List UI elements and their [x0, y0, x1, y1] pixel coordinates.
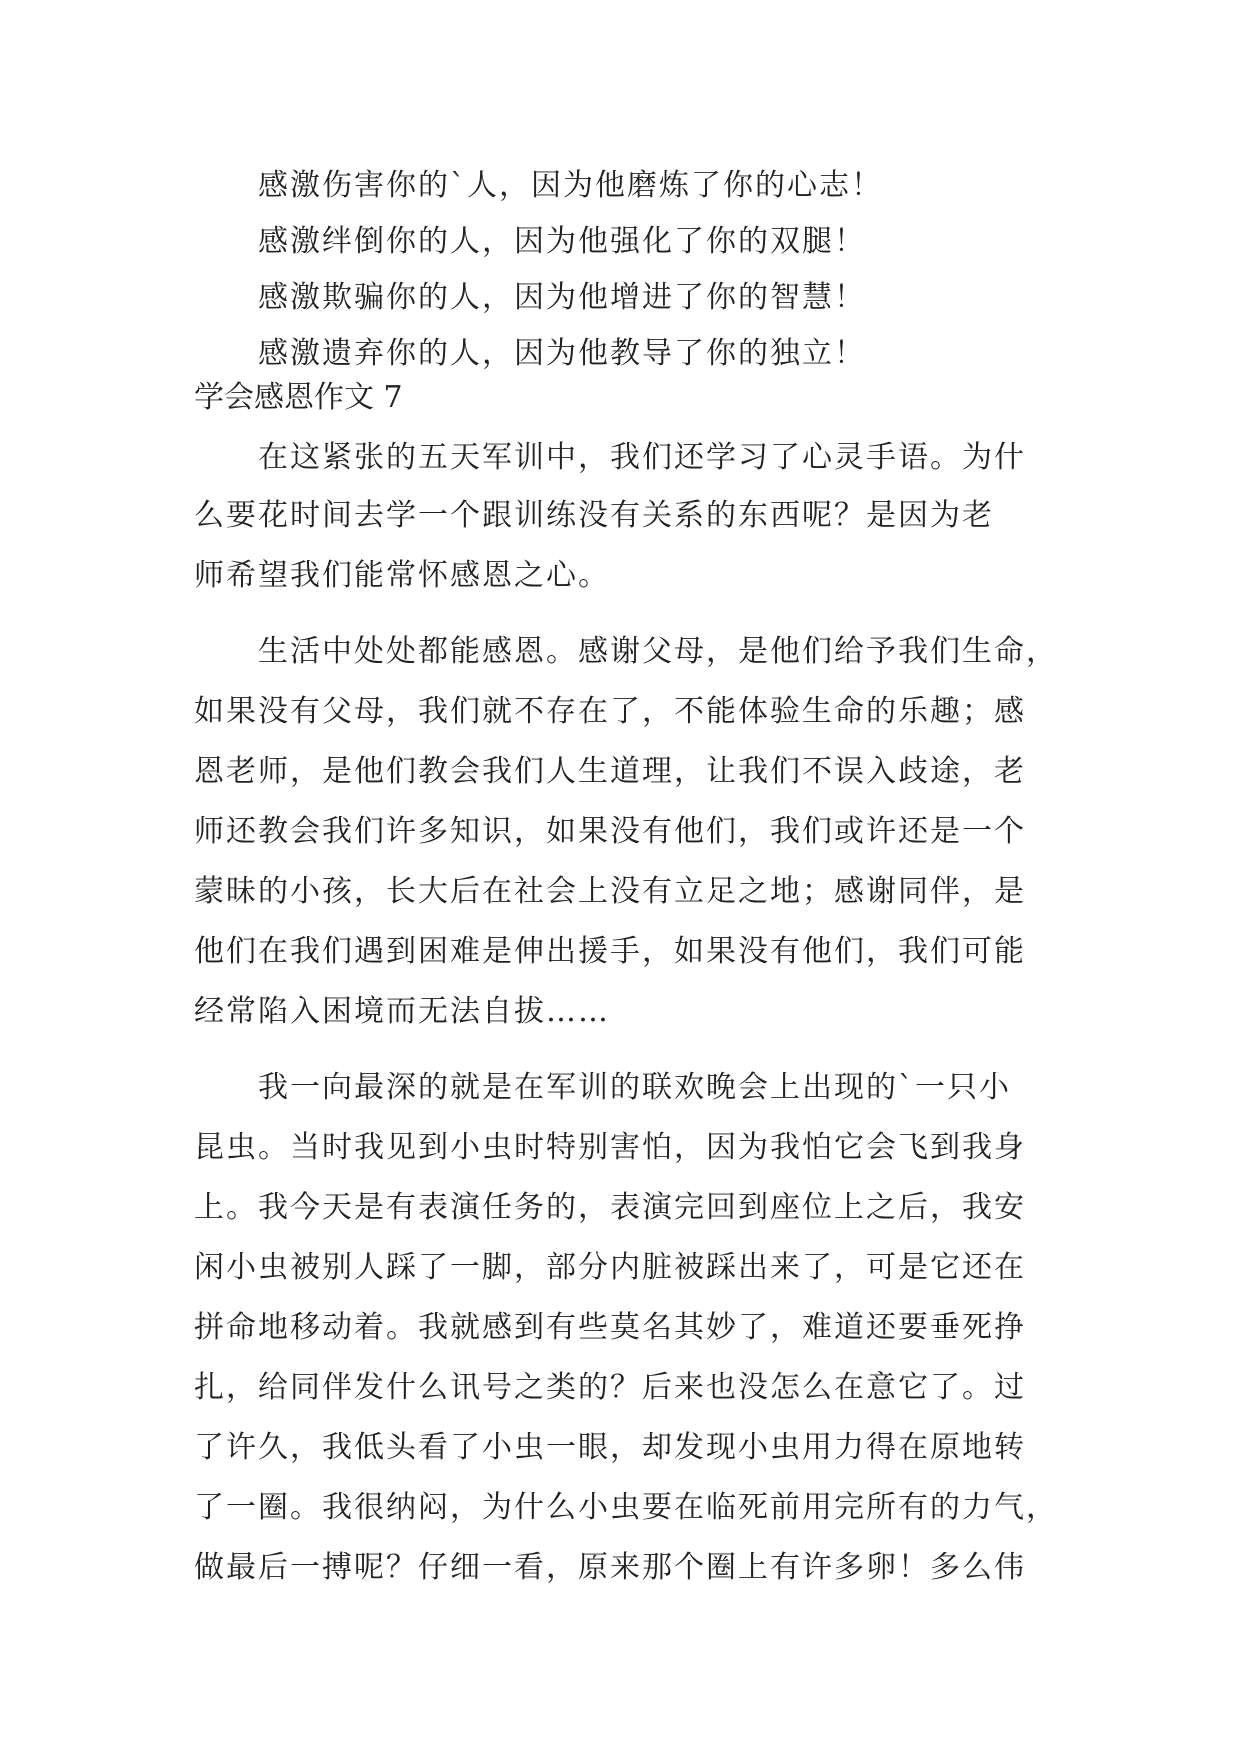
- intro-line: 感激伤害你的`人，因为他磨炼了你的心志！: [258, 168, 883, 203]
- paragraph-line: 了许久，我低头看了小虫一眼，却发现小虫用力得在原地转: [194, 1430, 1026, 1465]
- paragraph-line: 生活中处处都能感恩。感谢父母，是他们给予我们生命，: [258, 634, 1058, 669]
- paragraph: [194, 426, 1054, 606]
- paragraph: [194, 622, 1058, 1042]
- paragraph-line: 了一圈。我很纳闷，为什么小虫要在临死前用完所有的力气，: [194, 1490, 1058, 1525]
- paragraph-line: 在这紧张的五天军训中，我们还学习了心灵手语。为什: [258, 440, 1026, 475]
- paragraph-line: 上。我今天是有表演任务的，表演完回到座位上之后，我安: [194, 1190, 1026, 1225]
- paragraph-line: 拼命地移动着。我就感到有些莫名其妙了，难道还要垂死挣: [194, 1310, 1026, 1345]
- paragraph-line: 蒙昧的小孩，长大后在社会上没有立足之地；感谢同伴，是: [194, 874, 1026, 909]
- paragraph: [194, 1058, 1058, 1598]
- paragraph-line: 经常陷入困境而无法自拔……: [194, 994, 610, 1029]
- intro-line: 感激欺骗你的人，因为他增进了你的智慧！: [258, 280, 866, 315]
- paragraph-line: 做最后一搏呢？仔细一看，原来那个圈上有许多卵！多么伟: [194, 1550, 1026, 1585]
- paragraph-line: 恩老师，是他们教会我们人生道理，让我们不误入歧途，老: [194, 754, 1026, 789]
- paragraph-line: 昆虫。当时我见到小虫时特别害怕，因为我怕它会飞到我身: [194, 1130, 1026, 1165]
- paragraph-line: 么要花时间去学一个跟训练没有关系的东西呢？是因为老: [194, 498, 994, 533]
- paragraph-line: 如果没有父母，我们就不存在了，不能体验生命的乐趣；感: [194, 694, 1026, 729]
- paragraph-line: 师还教会我们许多知识，如果没有他们，我们或许还是一个: [194, 814, 1026, 849]
- paragraph-line: 闲小虫被别人踩了一脚，部分内脏被踩出来了，可是它还在: [194, 1250, 1026, 1285]
- intro-line: 感激绊倒你的人，因为他强化了你的双腿！: [258, 224, 866, 259]
- paragraph-line: 我一向最深的就是在军训的联欢晚会上出现的`一只小: [258, 1070, 1011, 1105]
- paragraph-line: 扎，给同伴发什么讯号之类的？后来也没怎么在意它了。过: [194, 1370, 1026, 1405]
- paragraph-line: 他们在我们遇到困难是伸出援手，如果没有他们，我们可能: [194, 934, 1026, 969]
- paragraph-line: 师希望我们能常怀感恩之心。: [194, 558, 610, 593]
- document-body: [194, 158, 1058, 1598]
- section-title: 学会感恩作文 7: [194, 380, 403, 415]
- intro-line: 感激遗弃你的人，因为他教导了你的独立！: [258, 336, 866, 371]
